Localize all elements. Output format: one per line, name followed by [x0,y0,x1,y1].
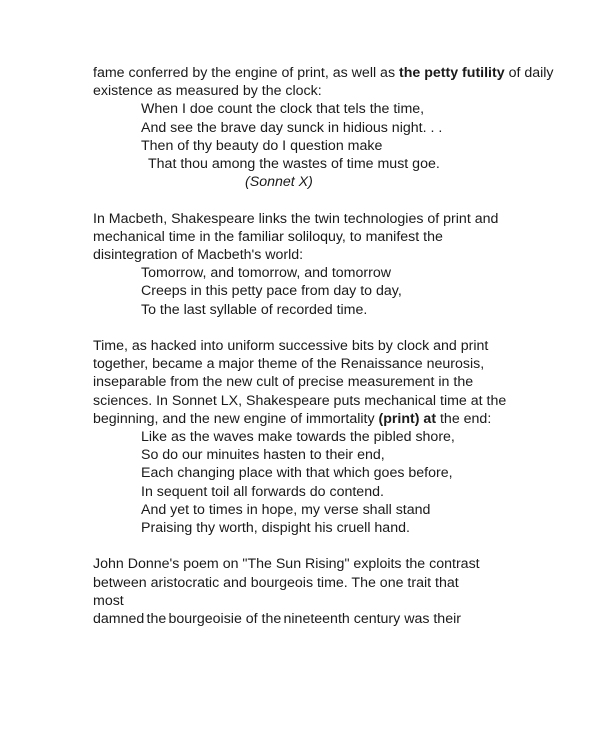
paragraph-gap [93,319,563,337]
paragraph-text: the end: [436,410,492,427]
bold-phrase: (print) at [378,410,437,427]
paragraph-time [93,337,513,428]
word: nineteenth century was their [283,611,461,628]
verse-sonnet-x [93,100,563,191]
verse-line: That thou among the wastes of time must goe. [148,156,440,173]
verse-attribution: (Sonnet X) [245,174,313,191]
verse-line: And see the brave day sunck in hidious night. . . [141,119,443,136]
verse-line: So do our minuites hasten to their end, [141,447,385,464]
verse-line: Like as the waves make towards the pibled shore, [141,429,455,446]
verse-line: Creeps in this petty pace from day to day, [141,283,402,300]
word: bourgeoisie of the [168,611,282,628]
verse-line: Then of thy beauty do I question make [141,137,383,154]
paragraph-gap [93,537,563,555]
verse-line: Praising thy worth, dispight his cruell hand. [141,520,410,537]
paragraph-text: John Donne's poem on "The Sun Rising" exploits the contrast between aristocratic and bourgeois time. The one trait that most [93,556,480,609]
paragraph-gap [93,191,563,209]
paragraph-donne-last-line [93,610,461,628]
paragraph-donne [93,555,493,610]
paragraph-text: Time, as hacked into uniform successive bits by clock and print together, became a major theme of the Renaissance neurosis, inseparable from the new cult of precise measurement in the sciences. In Sonnet LX, Shakespeare puts mechanical time at the beginning, and the new engine of immortality [93,338,507,427]
verse-line: Each changing place with that which goes before, [141,465,453,482]
verse-line: And yet to times in hope, my verse shall stand [141,501,431,518]
paragraph-macbeth [93,210,503,265]
verse-line: Tomorrow, and tomorrow, and tomorrow [141,265,391,282]
bold-phrase: the petty futility [399,65,505,81]
verse-line: In sequent toil all forwards do contend. [141,483,384,500]
document-page [93,64,563,628]
paragraph-text: In Macbeth, Shakespeare links the twin technologies of print and mechanical time in the familiar soliloquy, to manifest the disintegration of Macbeth's world: [93,210,499,264]
paragraph-text: of daily existence as measured by the clock: [93,65,554,100]
verse-line: When I doe count the clock that tels the time, [141,101,425,118]
paragraph-fame [93,64,561,100]
verse-sonnet-lx [93,428,563,537]
word: damned [93,611,145,628]
paragraph-text: fame conferred by the engine of print, as well as [93,65,399,81]
verse-macbeth [93,264,563,319]
verse-line: To the last syllable of recorded time. [141,301,368,318]
word: the [146,611,167,628]
